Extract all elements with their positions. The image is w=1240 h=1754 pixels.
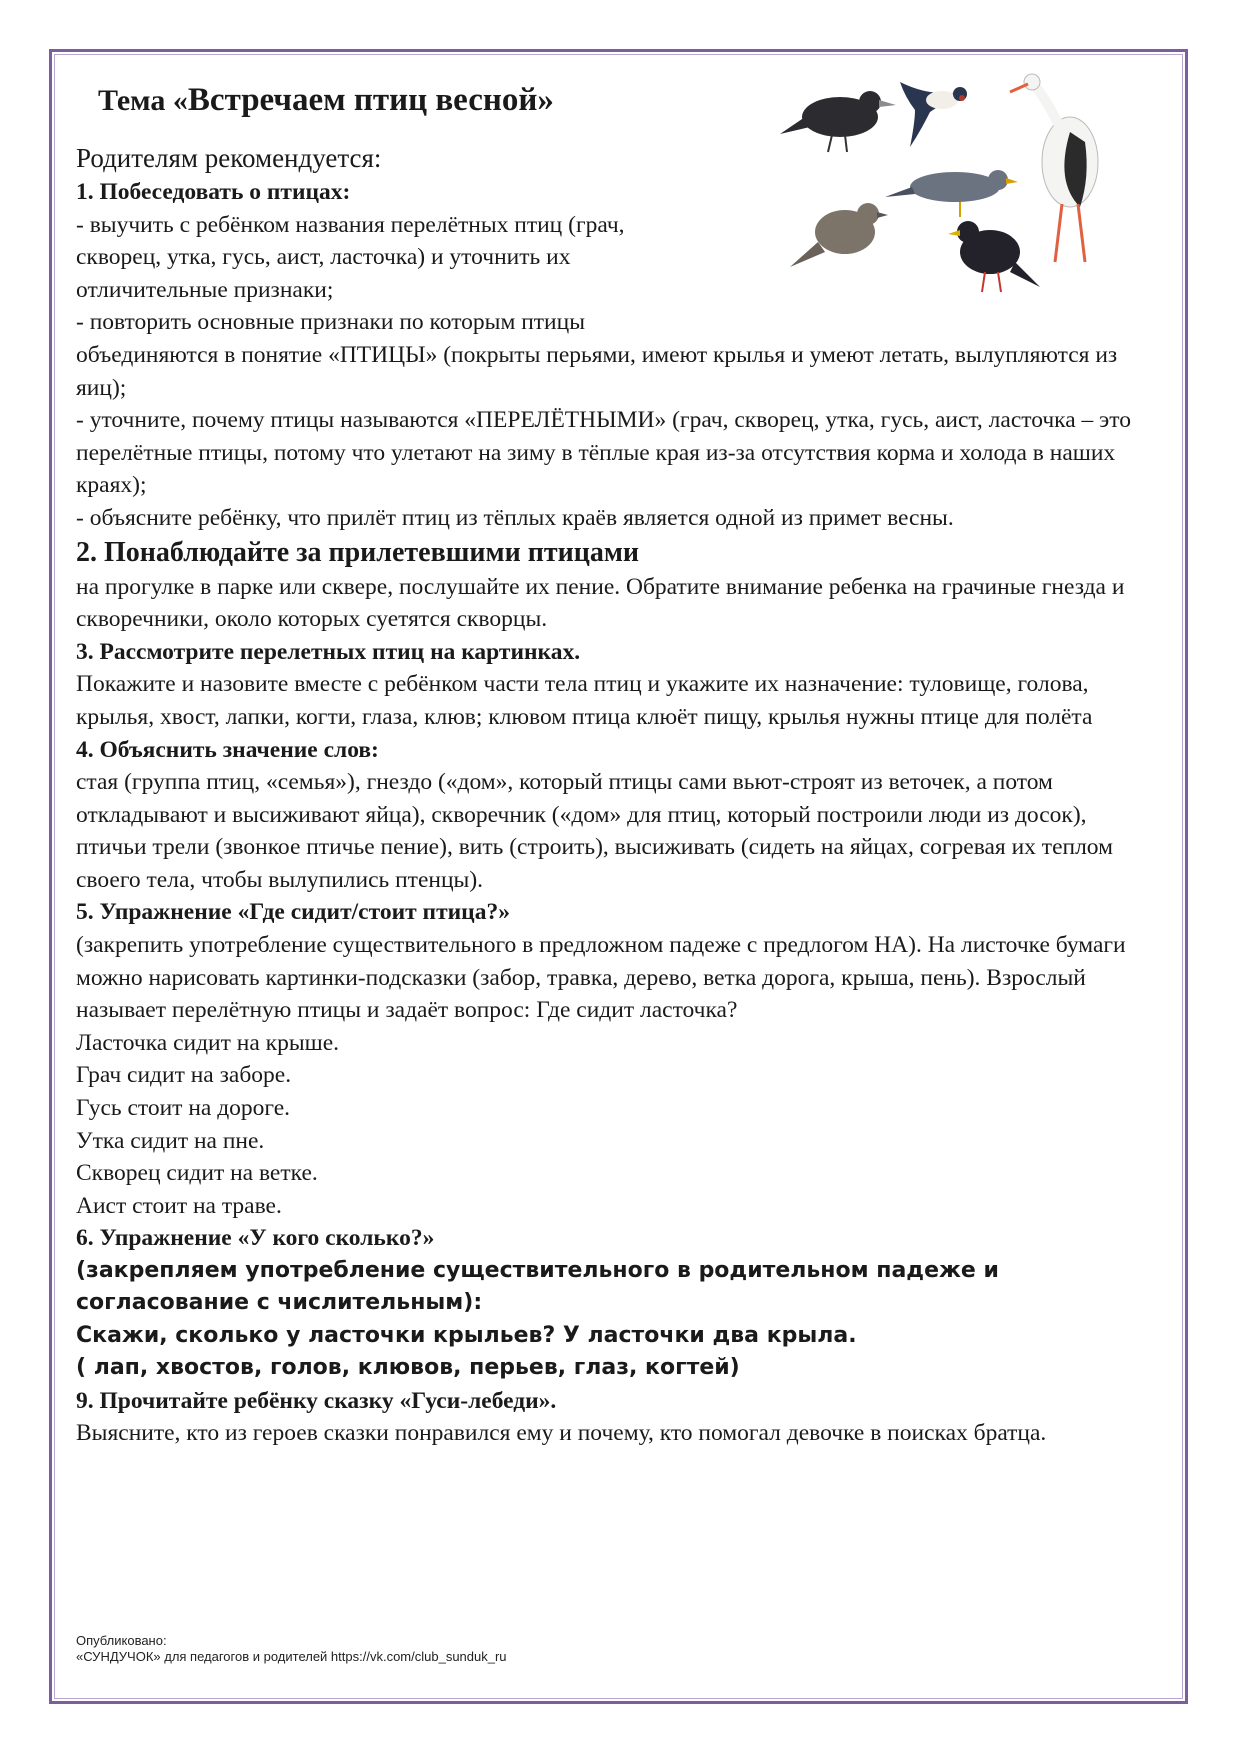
title-main: Встречаем птиц весной»: [187, 82, 554, 118]
footer-source: «СУНДУЧОК» для педагогов и родителей https://vk.com/club_sunduk_ru: [76, 1649, 507, 1664]
section4-heading: 4. Объяснить значение слов:: [76, 736, 379, 763]
section3-body: Покажите и назовите вместе с ребёнком части тела птиц и укажите их назначение: туловище, голова, крылья, хвост, лапки, когти, глаза, клюв; клювом птица клюёт пищу, крылья нужны птице для полёта: [76, 671, 1093, 730]
section3-heading: 3. Рассмотрите перелетных птиц на картинках.: [76, 638, 581, 665]
example-line: Аист стоит на траве.: [76, 1192, 282, 1219]
section1-line4: - повторить основные признаки по которым птицы: [76, 309, 586, 336]
section6-line1: (закрепляем употребление существительного в родительном падеже и согласование с числительным):: [76, 1258, 999, 1316]
section1-line7: - объясните ребёнку, что прилёт птиц из тёплых краёв является одной из примет весны.: [76, 504, 954, 531]
example-line: Утка сидит на пне.: [76, 1127, 265, 1154]
section4-body: стая (группа птиц, «семья»), гнездо («дом», который птицы сами вьют-строят из веточек, а потом откладывают и высиживают яйца), скворечник («дом» для птиц, который построили люди из досок), птичьи трели (звонкое птичье пение), вить (строить), высиживать (сидеть на яйцах, согревая их теплом своего тела, чтобы вылупились птенцы).: [76, 769, 1113, 893]
section1-heading: 1. Побеседовать о птицах:: [76, 179, 351, 205]
section9-heading: 9. Прочитайте ребёнку сказку «Гуси-лебеди».: [76, 1387, 557, 1414]
section2-body: на прогулке в парке или сквере, послушайте их пение. Обратите внимание ребенка на грачиные гнезда и скворечники, около которых суетятся скворцы.: [76, 573, 1125, 633]
title-lead: Тема «: [98, 84, 188, 117]
section5-body: (закрепить употребление существительного в предложном падеже с предлогом НА). На листочке бумаги можно нарисовать картинки-подсказки (забор, травка, дерево, ветка дорога, крыша, пень). Взрослый называет перелётную птицы и задаёт вопрос: Где сидит ласточка?: [76, 932, 1126, 1024]
footer: [76, 1633, 507, 1665]
example-line: Грач сидит на заборе.: [76, 1062, 292, 1089]
section6-line2: Скажи, сколько у ласточки крыльев? У ласточки два крыла.: [76, 1322, 857, 1348]
section6-heading: 6. Упражнение «У кого сколько?»: [76, 1225, 435, 1252]
section1-line6: - уточните, почему птицы называются «ПЕРЕЛЁТНЫМИ» (грач, скворец, утка, гусь, аист, ласточка – это перелётные птицы, потому что улетают на зиму в тёплые края из-за отсутствия корма и холода в наших краях);: [76, 407, 1131, 499]
example-line: Скворец сидит на ветке.: [76, 1160, 318, 1187]
intro-text: Родителям рекомендуется:: [76, 143, 382, 173]
example-line: Ласточка сидит на крыше.: [76, 1029, 340, 1056]
section1-line2: скворец, утка, гусь, аист, ласточка) и уточнить их: [76, 244, 571, 271]
section1-line3: отличительные признаки;: [76, 276, 334, 303]
section2-heading: 2. Понаблюдайте за прилетевшими птицами: [76, 536, 640, 568]
document-body: [76, 80, 1161, 1450]
section5-heading: 5. Упражнение «Где сидит/стоит птица?»: [76, 899, 510, 926]
example-line: Гусь стоит на дороге.: [76, 1095, 291, 1122]
section9-body: Выясните, кто из героев сказки понравился ему и почему, кто помогал девочке в поисках братца.: [76, 1420, 1047, 1447]
section6-line3: ( лап, хвостов, голов, клювов, перьев, глаз, когтей): [76, 1355, 740, 1381]
page-title: [98, 80, 1161, 130]
footer-published-label: Опубликовано:: [76, 1633, 167, 1648]
section1-line5: объединяются в понятие «ПТИЦЫ» (покрыты перьями, имеют крылья и умеют летать, вылупляются из яиц);: [76, 341, 1118, 401]
section1-line1: - выучить с ребёнком названия перелётных птиц (грач,: [76, 211, 625, 238]
